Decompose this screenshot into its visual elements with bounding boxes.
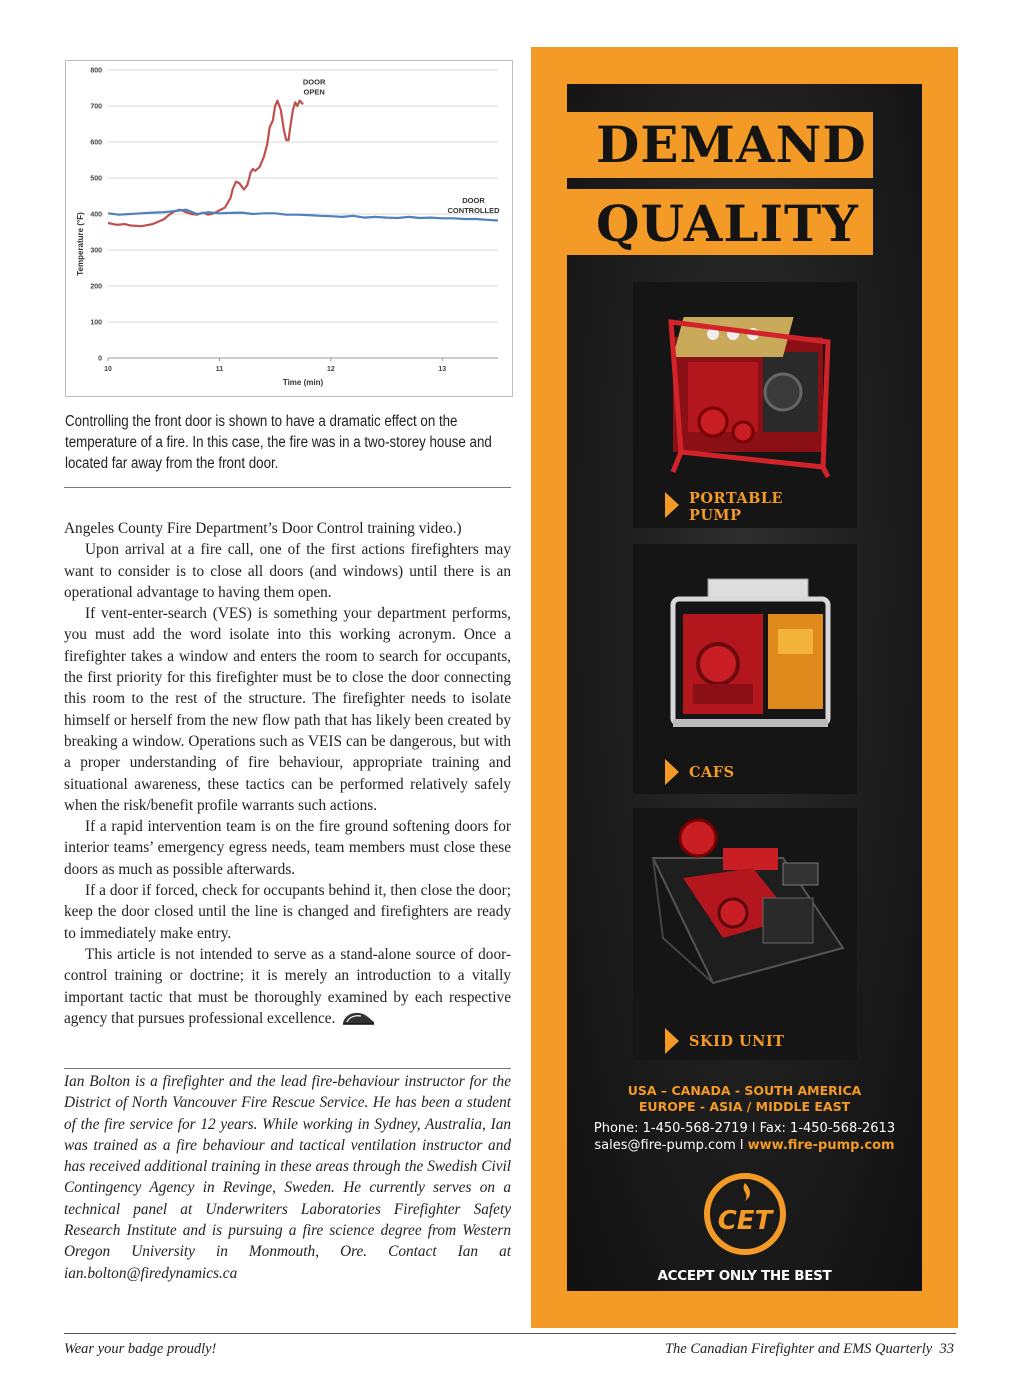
cet-advertisement[interactable] <box>531 47 958 1328</box>
regions-line-1: USA – CANADA - SOUTH AMERICA <box>627 1083 862 1098</box>
x-tick-label: 12 <box>326 366 335 373</box>
chart-annotation: OPEN <box>303 87 325 97</box>
y-tick-label: 300 <box>90 247 102 255</box>
chart-caption: Controlling the front door is shown to have a dramatic effect on the temperature of a fire. In this case, the fire was in a two-storey house and located far away from the front door. <box>65 413 492 472</box>
y-tick-label: 0 <box>98 355 102 363</box>
ad-headline-quality: QUALITY <box>596 194 859 253</box>
chart-annotation: CONTROLLED <box>447 206 500 216</box>
helmet-end-icon <box>341 1011 375 1025</box>
cafs-unit-image <box>633 544 857 744</box>
product-label-line: PORTABLE <box>689 490 784 507</box>
x-tick-label: 13 <box>438 366 447 373</box>
ad-dark-panel <box>567 84 922 1291</box>
article-paragraph: Upon arrival at a fire call, one of the first actions firefighters may want to consider is to close all doors (and windows) until there is an operational advantage to having them open. <box>64 541 511 601</box>
author-bio-text: Ian Bolton is a firefighter and the lead fire-behaviour instructor for the District of North Vancouver Fire Rescue Service. He has been a student of the fire service for 12 years. While working in Sydney, Australia, Ian was trained as a fire behaviour and tactical ventilation instructor and has received additional training in these areas through the Swedish Civil Contingency Agency in Revinge, Sweden. He currently serves on a technical panel at Underwriters Laboratories Firefighter Safety Research Institute and is pursuing a fire science degree from Western Oregon University in Monmouth, Ore. Contact Ian at ian.bolton@firedynamics.ca <box>64 1073 511 1282</box>
product-panel-cafs[interactable] <box>633 544 857 794</box>
chart-svg <box>66 61 512 396</box>
footer-divider <box>64 1333 956 1334</box>
y-tick-label: 600 <box>90 139 102 147</box>
product-panel-portable-pump[interactable] <box>633 282 857 528</box>
article-paragraph: If a door if forced, check for occupants behind it, then close the door; keep the door closed until the line is changed and firefighters are ready to immediately make entry. <box>64 882 511 942</box>
product-label-skid-unit <box>689 1033 784 1050</box>
cet-logo <box>702 1171 788 1257</box>
website-link[interactable]: www.fire-pump.com <box>747 1138 895 1153</box>
x-tick-label: 10 <box>104 366 112 373</box>
product-label-line: SKID UNIT <box>689 1033 785 1050</box>
article-paragraph: Angeles County Fire Department’s Door Control training video.) <box>64 520 462 537</box>
ad-headline-demand: DEMAND <box>596 115 867 174</box>
regions-line-2: EUROPE - ASIA / MIDDLE EAST <box>638 1099 851 1114</box>
y-tick-label: 500 <box>90 175 102 183</box>
x-tick-label: 11 <box>215 366 224 373</box>
footer-slogan: Wear your badge proudly! <box>64 1341 217 1357</box>
product-label-portable-pump <box>689 490 783 524</box>
skid-unit-image <box>633 808 857 1008</box>
bio-divider <box>64 1068 511 1069</box>
article-paragraph <box>64 944 511 1029</box>
email-text[interactable]: sales@fire-pump.com l <box>594 1138 748 1153</box>
caption-divider <box>64 487 511 488</box>
y-tick-label: 200 <box>90 283 102 291</box>
series-line-2 <box>108 210 498 221</box>
product-panel-skid-unit[interactable] <box>633 808 857 1060</box>
ad-contact <box>567 1120 922 1154</box>
product-label-line: PUMP <box>689 507 742 524</box>
chart-annotation: DOOR <box>302 77 326 87</box>
arrow-icon <box>665 1028 679 1054</box>
article-paragraph: If a rapid intervention team is on the fire ground softening doors for interior teams’ emergency egress needs, team members must close these doors as much as possible afterwards. <box>64 818 511 878</box>
y-tick-label: 100 <box>90 319 102 327</box>
y-tick-label: 800 <box>90 67 102 75</box>
logo-lettering: CET <box>717 1206 773 1236</box>
arrow-icon <box>665 492 679 518</box>
product-label-cafs <box>689 764 735 781</box>
article-body <box>64 518 511 1029</box>
chart-annotation: DOOR <box>462 196 485 206</box>
author-bio <box>64 1071 511 1284</box>
phone-fax-line: Phone: 1-450-568-2719 l Fax: 1-450-568-2613 <box>593 1121 896 1136</box>
article-paragraph-text: This article is not intended to serve as a stand-alone source of door-control training or doctrine; it is merely an introduction to a vitally important tactic that must be thoroughly examined by each respective agency that pursues professional excellence. <box>64 945 511 1027</box>
portable-pump-image <box>633 282 857 482</box>
product-label-line: CAFS <box>689 764 735 781</box>
y-tick-label: 400 <box>90 211 102 219</box>
temperature-chart <box>65 60 513 397</box>
email-web-line <box>567 1137 922 1154</box>
ad-tagline: ACCEPT ONLY THE BEST <box>657 1268 832 1284</box>
x-axis-label: Time (min) <box>282 378 324 387</box>
footer-page-info: The Canadian Firefighter and EMS Quarterly 33 <box>664 1341 954 1357</box>
article-paragraph: If vent-enter-search (VES) is something your department performs, you must add the word isolate into this working acronym. Once a firefighter takes a window and enters the room to search for occupants, the first priority for this firefighter must be to close the door connecting this room to the rest of the structure. The firefighter needs to isolate himself or herself from the new flow path that has likely been created by breaking a window. Operations such as VEIS can be dangerous, but with a proper understanding of fire behaviour, appropriate training and situational awareness, these tactics can be performed relatively safely when the risk/benefit profile warrants such actions. <box>64 605 511 814</box>
series-line-1 <box>108 101 303 227</box>
y-axis-label: Temperature (°F) <box>76 212 85 276</box>
arrow-icon <box>665 759 679 785</box>
ad-regions <box>567 1083 922 1115</box>
y-tick-label: 700 <box>90 103 102 111</box>
